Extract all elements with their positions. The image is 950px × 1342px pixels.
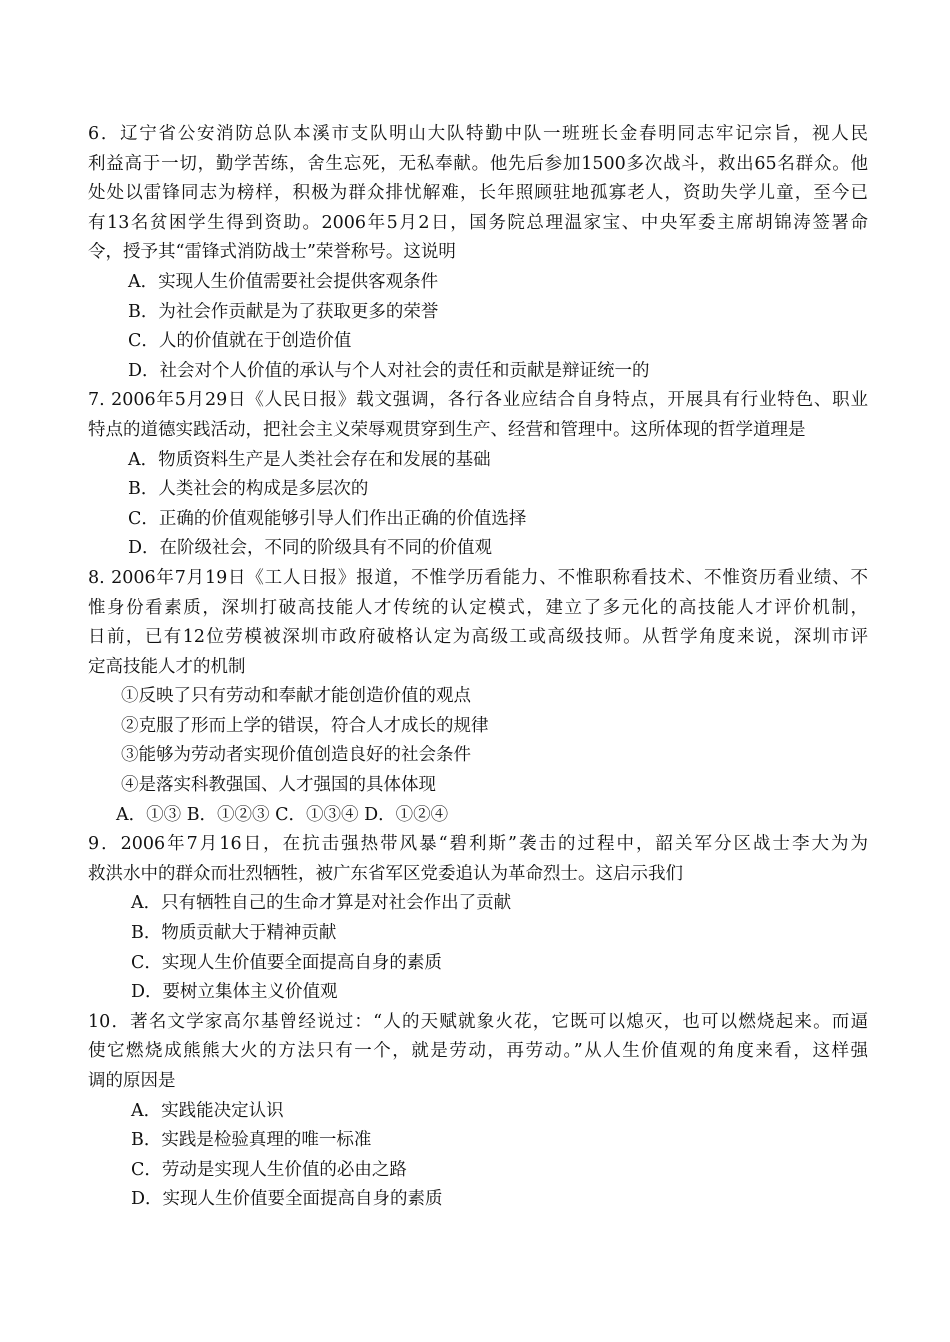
option-c: C．人的价值就在于创造价值 xyxy=(128,331,352,352)
statement-4: ④是落实科教强国、人才强国的具体体现 xyxy=(121,775,436,796)
option-a: A．物质资料生产是人类社会存在和发展的基础 xyxy=(128,449,491,470)
question-stem-line: 特点的道德实践活动，把社会主义荣辱观贯穿到生产、经营和管理中。这所体现的哲学道理是 xyxy=(88,419,806,440)
question-list xyxy=(88,120,868,1215)
question-stem-line: 7. 2006年5月29日《人民日报》载文强调，各行各业应结合自身特点，开展具有行业特色、职业 xyxy=(88,390,868,411)
question-stem-line: 9．2006年7月16日，在抗击强热带风暴“碧利斯”袭击的过程中，韶关军分区战士李大为为 xyxy=(88,834,868,855)
question-8 xyxy=(88,564,868,830)
question-stem-line: 日前，已有12位劳模被深圳市政府破格认定为高级工或高级技师。从哲学角度来说，深圳市评 xyxy=(88,627,868,648)
question-stem-line: 使它燃烧成熊熊大火的方法只有一个，就是劳动，再劳动。”从人生价值观的角度来看，这样强 xyxy=(88,1041,868,1062)
option-c: C．正确的价值观能够引导人们作出正确的价值选择 xyxy=(128,508,527,529)
question-9 xyxy=(88,830,868,1008)
option-b: B．为社会作贡献是为了获取更多的荣誉 xyxy=(128,301,439,322)
question-stem-line: 有13名贫困学生得到资助。2006年5月2日，国务院总理温家宝、中央军委主席胡锦涛签署命 xyxy=(88,212,868,233)
option-a: A．实践能决定认识 xyxy=(131,1100,284,1121)
question-6 xyxy=(88,120,868,386)
question-stem-line: 惟身份看素质，深圳打破高技能人才传统的认定模式，建立了多元化的高技能人才评价机制， xyxy=(88,597,868,618)
option-b: B．人类社会的构成是多层次的 xyxy=(128,479,369,500)
statement-2: ②克服了形而上学的错误，符合人才成长的规律 xyxy=(121,715,489,736)
option-a: A．实现人生价值需要社会提供客观条件 xyxy=(128,271,439,292)
question-stem-line: 6．辽宁省公安消防总队本溪市支队明山大队特勤中队一班班长金春明同志牢记宗旨，视人民 xyxy=(88,124,868,144)
option-d: D．要树立集体主义价值观 xyxy=(131,982,338,1003)
statement-1: ①反映了只有劳动和奉献才能创造价值的观点 xyxy=(121,686,471,707)
question-stem-line: 令，授予其“雷锋式消防战士”荣誉称号。这说明 xyxy=(88,242,456,263)
question-stem-line: 调的原因是 xyxy=(88,1071,176,1091)
question-stem-line: 处处以雷锋同志为榜样，积极为群众排忧解难，长年照顾驻地孤寡老人，资助失学儿童，至今已 xyxy=(88,183,868,204)
option-d: D．在阶级社会，不同的阶级具有不同的价值观 xyxy=(128,538,493,559)
question-10 xyxy=(88,1008,868,1215)
option-c: C．实现人生价值要全面提高自身的素质 xyxy=(131,952,442,973)
option-c: C．劳动是实现人生价值的必由之路 xyxy=(131,1159,407,1180)
option-d: D．实现人生价值要全面提高自身的素质 xyxy=(131,1189,443,1210)
statement-3: ③能够为劳动者实现价值创造良好的社会条件 xyxy=(121,745,471,766)
question-stem-line: 定高技能人才的机制 xyxy=(88,656,246,677)
answer-options-line: A．①③ B．①②③ C．①③④ D．①②④ xyxy=(116,804,449,825)
question-stem-line: 救洪水中的群众而壮烈牺牲，被广东省军区党委追认为革命烈士。这启示我们 xyxy=(88,863,683,884)
option-a: A．只有牺牲自己的生命才算是对社会作出了贡献 xyxy=(131,893,512,914)
question-stem-line: 8. 2006年7月19日《工人日报》报道，不惟学历看能力、不惟职称看技术、不惟资历看业绩、不 xyxy=(88,567,868,588)
option-b: B．实践是检验真理的唯一标准 xyxy=(131,1130,372,1151)
question-stem-line: 10．著名文学家高尔基曾经说过：“人的天赋就象火花，它既可以熄灭，也可以燃烧起来。而逼 xyxy=(88,1011,868,1032)
question-stem-line: 利益高于一切，勤学苦练，舍生忘死，无私奉献。他先后参加1500多次战斗，救出65名群众。他 xyxy=(88,153,868,174)
option-b: B．物质贡献大于精神贡献 xyxy=(131,923,337,944)
question-7 xyxy=(88,386,868,564)
option-d: D．社会对个人价值的承认与个人对社会的责任和贡献是辩证统一的 xyxy=(128,360,650,381)
